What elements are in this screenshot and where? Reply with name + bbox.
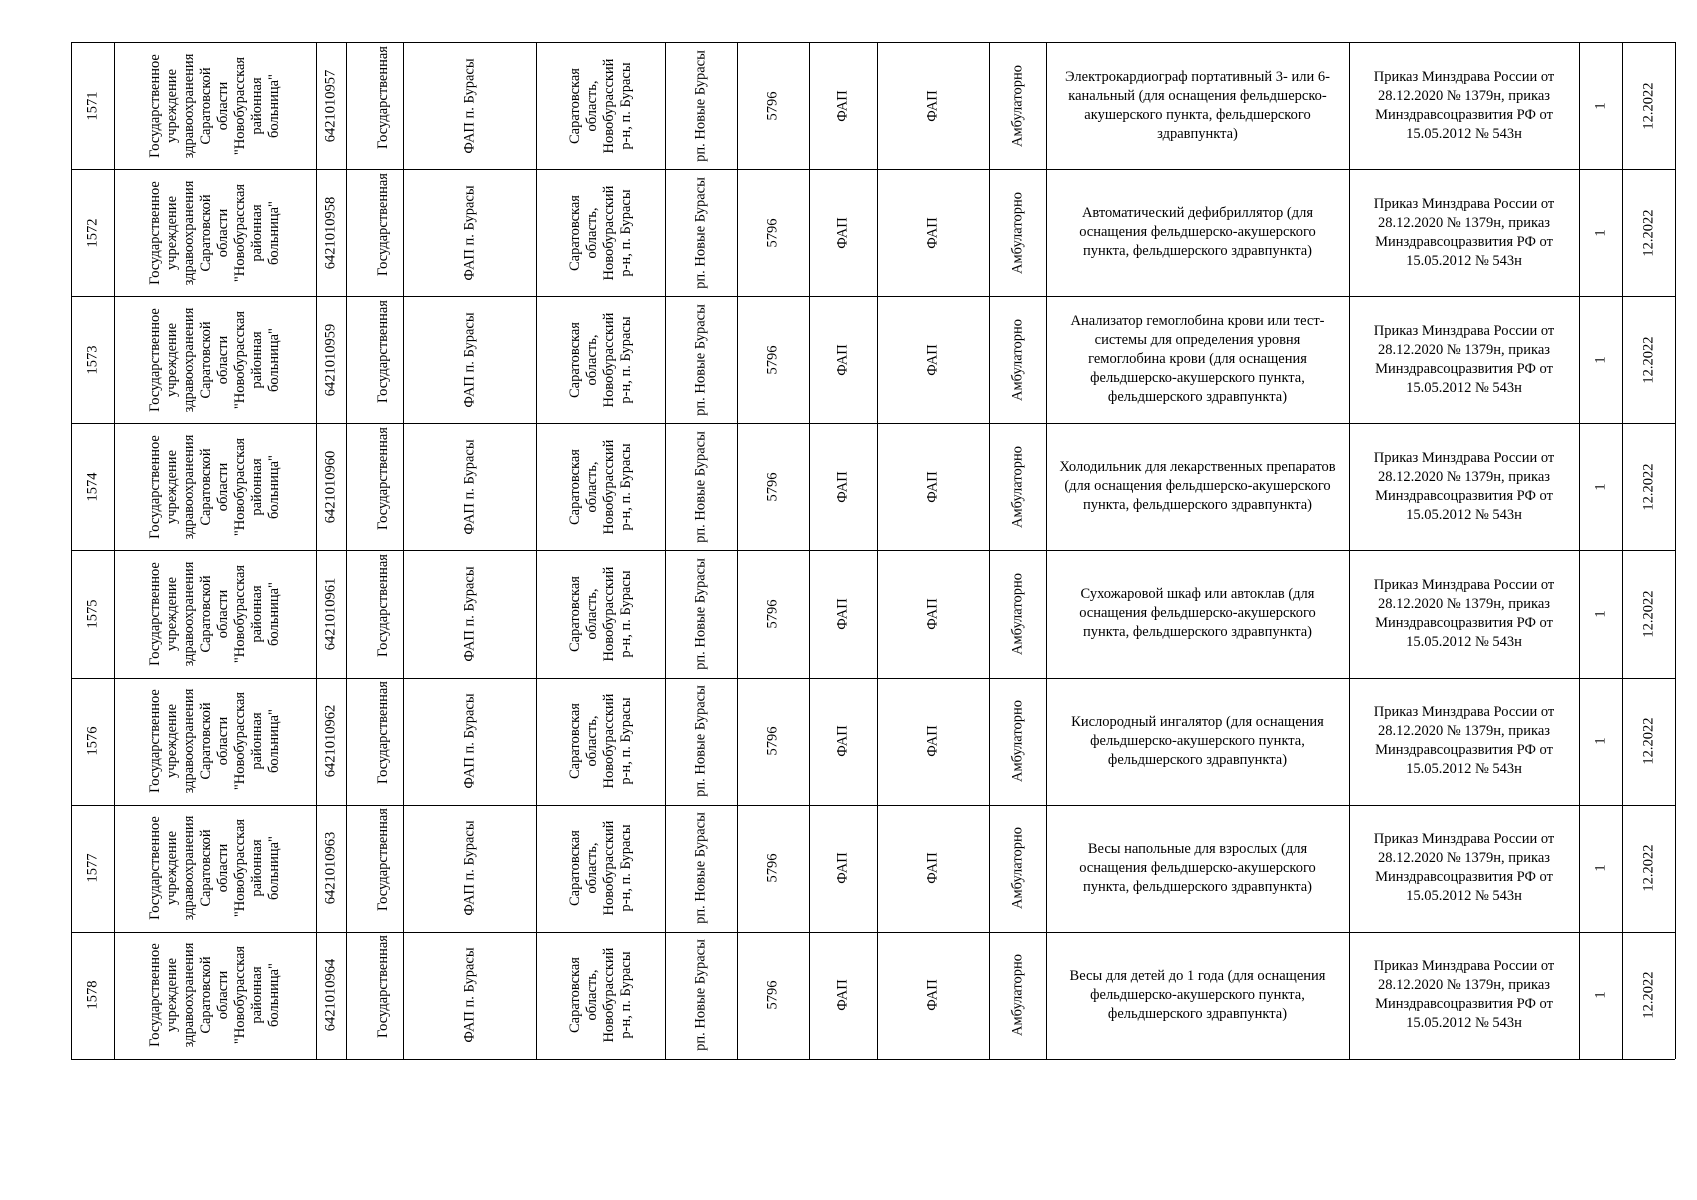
- cell-oktmo: [737, 42, 809, 169]
- cell-unit: [403, 42, 536, 169]
- cell-oktmo: [737, 423, 809, 550]
- inn-text: 6421010958: [322, 196, 339, 269]
- address-text: Саратовская область, Новобурасский р-н, п. Бурасы: [566, 185, 634, 281]
- equipment-text: Электрокардиограф портативный 3- или 6-канальный (для оснащения фельдшерско-акушерского пункта, фельдшерского здравпункта): [1065, 68, 1330, 142]
- ownership-text: Государственная: [374, 681, 391, 785]
- cell-qty: [1579, 678, 1622, 805]
- num-text: 1571: [84, 91, 100, 121]
- district-text: рп. Новые Бурасы: [692, 49, 709, 162]
- cell-qty: [1579, 42, 1622, 169]
- cell-type2: [877, 805, 989, 932]
- inn-text: 6421010964: [322, 958, 339, 1032]
- cell-inn: [316, 423, 346, 550]
- cell-unit: [403, 550, 536, 677]
- address-text: Саратовская область, Новобурасский р-н, п. Бурасы: [566, 566, 634, 662]
- qty-text: 1: [1592, 356, 1608, 364]
- oktmo-text: 5796: [764, 472, 781, 502]
- qty-text: 1: [1592, 483, 1608, 491]
- cell-inn: [316, 932, 346, 1059]
- cell-type2: [877, 550, 989, 677]
- inn-text: 6421010962: [322, 704, 339, 778]
- cell-org: [114, 805, 316, 932]
- type1-text: ФАП: [834, 725, 851, 757]
- cell-ownership: [346, 423, 403, 550]
- cell-oktmo: [737, 805, 809, 932]
- cell-oktmo: [737, 932, 809, 1059]
- cell-date: [1622, 169, 1675, 296]
- cell-type1: [809, 678, 877, 805]
- oktmo-text: 5796: [764, 218, 781, 248]
- district-text: рп. Новые Бурасы: [692, 685, 709, 797]
- date-text: 12.2022: [1640, 463, 1656, 511]
- cell-district: [665, 678, 737, 805]
- cell-care: [989, 296, 1046, 423]
- cell-district: [665, 169, 737, 296]
- cell-org: [114, 678, 316, 805]
- care-text: Амбулаторно: [1009, 572, 1025, 655]
- cell-num: [71, 932, 114, 1059]
- cell-ownership: [346, 550, 403, 677]
- cell-qty: [1579, 550, 1622, 677]
- cell-org: [114, 296, 316, 423]
- oktmo-text: 5796: [764, 853, 781, 883]
- cell-order: [1349, 296, 1579, 423]
- cell-type2: [877, 169, 989, 296]
- district-text: рп. Новые Бурасы: [692, 558, 709, 670]
- cell-org: [114, 550, 316, 677]
- cell-num: [71, 296, 114, 423]
- cell-equipment: [1046, 423, 1349, 550]
- cell-type2: [877, 42, 989, 169]
- order-text: Приказ Минздрава России от 28.12.2020 № 1379н, приказ Минздравсоцразвития РФ от 15.05.2012 № 543н: [1373, 704, 1555, 778]
- date-text: 12.2022: [1640, 81, 1656, 130]
- cell-district: [665, 42, 737, 169]
- type1-text: ФАП: [834, 343, 851, 376]
- type2-text: ФАП: [924, 89, 941, 122]
- cell-unit: [403, 805, 536, 932]
- cell-inn: [316, 678, 346, 805]
- cell-oktmo: [737, 678, 809, 805]
- cell-num: [71, 169, 114, 296]
- type2-text: ФАП: [924, 471, 941, 503]
- cell-care: [989, 550, 1046, 677]
- order-text: Приказ Минздрава России от 28.12.2020 № 1379н, приказ Минздравсоцразвития РФ от 15.05.2012 № 543н: [1373, 958, 1555, 1032]
- type2-text: ФАП: [924, 216, 941, 249]
- cell-address: [536, 932, 665, 1059]
- qty-text: 1: [1592, 991, 1608, 999]
- num-text: 1575: [84, 599, 100, 629]
- ownership-text: Государственная: [374, 172, 391, 276]
- cell-type2: [877, 296, 989, 423]
- cell-order: [1349, 169, 1579, 296]
- address-text: Саратовская область, Новобурасский р-н, п. Бурасы: [566, 439, 634, 535]
- cell-date: [1622, 550, 1675, 677]
- cell-num: [71, 678, 114, 805]
- address-text: Саратовская область, Новобурасский р-н, п. Бурасы: [566, 820, 634, 916]
- cell-oktmo: [737, 296, 809, 423]
- cell-type2: [877, 423, 989, 550]
- address-text: Саратовская область, Новобурасский р-н, п. Бурасы: [566, 693, 634, 789]
- cell-num: [71, 423, 114, 550]
- date-text: 12.2022: [1640, 209, 1656, 257]
- cell-inn: [316, 550, 346, 677]
- ownership-text: Государственная: [374, 553, 391, 657]
- cell-inn: [316, 42, 346, 169]
- cell-address: [536, 550, 665, 677]
- cell-oktmo: [737, 169, 809, 296]
- cell-equipment: [1046, 932, 1349, 1059]
- cell-ownership: [346, 678, 403, 805]
- oktmo-text: 5796: [764, 599, 781, 629]
- type2-text: ФАП: [924, 725, 941, 757]
- cell-equipment: [1046, 805, 1349, 932]
- cell-org: [114, 42, 316, 169]
- cell-order: [1349, 550, 1579, 677]
- cell-date: [1622, 42, 1675, 169]
- qty-text: 1: [1592, 737, 1608, 745]
- type2-text: ФАП: [924, 598, 941, 630]
- type2-text: ФАП: [924, 343, 941, 376]
- num-text: 1578: [84, 980, 100, 1010]
- unit-text: ФАП п. Бурасы: [461, 566, 477, 662]
- address-text: Саратовская область, Новобурасский р-н, п. Бурасы: [566, 312, 634, 408]
- cell-ownership: [346, 42, 403, 169]
- cell-address: [536, 169, 665, 296]
- cell-ownership: [346, 296, 403, 423]
- oktmo-text: 5796: [764, 91, 781, 121]
- care-text: Амбулаторно: [1009, 318, 1025, 401]
- order-text: Приказ Минздрава России от 28.12.2020 № 1379н, приказ Минздравсоцразвития РФ от 15.05.2012 № 543н: [1373, 68, 1555, 142]
- cell-equipment: [1046, 550, 1349, 677]
- order-text: Приказ Минздрава России от 28.12.2020 № 1379н, приказ Минздравсоцразвития РФ от 15.05.2012 № 543н: [1373, 831, 1555, 905]
- ownership-text: Государственная: [374, 45, 391, 149]
- cell-org: [114, 423, 316, 550]
- org-text: Государственное учреждение здравоохранения Саратовской области "Новобурасская районная больница": [147, 180, 282, 286]
- cell-care: [989, 423, 1046, 550]
- cell-qty: [1579, 296, 1622, 423]
- type2-text: ФАП: [924, 979, 941, 1011]
- address-text: Саратовская область, Новобурасский р-н, п. Бурасы: [566, 58, 634, 154]
- cell-order: [1349, 423, 1579, 550]
- cell-district: [665, 296, 737, 423]
- date-text: 12.2022: [1640, 717, 1656, 765]
- order-text: Приказ Минздрава России от 28.12.2020 № 1379н, приказ Минздравсоцразвития РФ от 15.05.2012 № 543н: [1373, 195, 1555, 269]
- date-text: 12.2022: [1640, 971, 1656, 1019]
- type1-text: ФАП: [834, 216, 851, 249]
- address-text: Саратовская область, Новобурасский р-н, п. Бурасы: [566, 947, 634, 1043]
- cell-care: [989, 169, 1046, 296]
- type1-text: ФАП: [834, 471, 851, 503]
- cell-address: [536, 805, 665, 932]
- type2-text: ФАП: [924, 852, 941, 884]
- cell-type1: [809, 550, 877, 677]
- equipment-text: Автоматический дефибриллятор (для оснащения фельдшерско-акушерского пункта, фельдшерского здравпункта): [1079, 205, 1316, 260]
- cell-date: [1622, 678, 1675, 805]
- district-text: рп. Новые Бурасы: [692, 812, 709, 924]
- cell-unit: [403, 423, 536, 550]
- org-text: Государственное учреждение здравоохранения Саратовской области "Новобурасская районная больница": [147, 815, 282, 921]
- cell-district: [665, 423, 737, 550]
- date-text: 12.2022: [1640, 844, 1656, 892]
- org-text: Государственное учреждение здравоохранения Саратовской области "Новобурасская районная больница": [147, 942, 282, 1048]
- cell-type1: [809, 169, 877, 296]
- cell-district: [665, 550, 737, 677]
- inn-text: 6421010960: [322, 450, 339, 524]
- num-text: 1573: [84, 345, 100, 375]
- cell-care: [989, 678, 1046, 805]
- oktmo-text: 5796: [764, 726, 781, 756]
- cell-num: [71, 550, 114, 677]
- care-text: Амбулаторно: [1009, 191, 1025, 274]
- cell-num: [71, 42, 114, 169]
- org-text: Государственное учреждение здравоохранения Саратовской области "Новобурасская районная больница": [147, 53, 282, 158]
- cell-date: [1622, 296, 1675, 423]
- qty-text: 1: [1592, 101, 1608, 110]
- inn-text: 6421010957: [322, 69, 339, 142]
- equipment-text: Холодильник для лекарственных препаратов (для оснащения фельдшерско-акушерского пункта, фельдшерского здравпункта): [1059, 459, 1336, 514]
- care-text: Амбулаторно: [1009, 827, 1025, 910]
- equipment-text: Кислородный ингалятор (для оснащения фельдшерско-акушерского пункта, фельдшерского здравпункта): [1071, 713, 1324, 768]
- cell-order: [1349, 678, 1579, 805]
- oktmo-text: 5796: [764, 980, 781, 1010]
- unit-text: ФАП п. Бурасы: [461, 947, 477, 1043]
- order-text: Приказ Минздрава России от 28.12.2020 № 1379н, приказ Минздравсоцразвития РФ от 15.05.2012 № 543н: [1373, 576, 1555, 650]
- num-text: 1576: [84, 726, 100, 756]
- type1-text: ФАП: [834, 89, 851, 122]
- cell-unit: [403, 169, 536, 296]
- district-text: рп. Новые Бурасы: [692, 430, 709, 543]
- cell-type1: [809, 805, 877, 932]
- cell-type1: [809, 296, 877, 423]
- cell-type1: [809, 932, 877, 1059]
- cell-unit: [403, 932, 536, 1059]
- cell-ownership: [346, 169, 403, 296]
- org-text: Государственное учреждение здравоохранения Саратовской области "Новобурасская районная больница": [147, 688, 282, 794]
- cell-oktmo: [737, 550, 809, 677]
- inn-text: 6421010961: [322, 577, 339, 651]
- equipment-text: Весы напольные для взрослых (для оснащения фельдшерско-акушерского пункта, фельдшерского здравпункта): [1079, 840, 1316, 895]
- care-text: Амбулаторно: [1009, 954, 1025, 1037]
- cell-equipment: [1046, 169, 1349, 296]
- care-text: Амбулаторно: [1009, 700, 1025, 783]
- cell-district: [665, 805, 737, 932]
- district-text: рп. Новые Бурасы: [692, 939, 709, 1052]
- cell-inn: [316, 169, 346, 296]
- inn-text: 6421010959: [322, 323, 339, 396]
- cell-type1: [809, 42, 877, 169]
- qty-text: 1: [1592, 229, 1608, 237]
- org-text: Государственное учреждение здравоохранения Саратовской области "Новобурасская районная больница": [147, 307, 282, 413]
- cell-district: [665, 932, 737, 1059]
- cell-qty: [1579, 423, 1622, 550]
- ownership-text: Государственная: [374, 299, 391, 403]
- cell-care: [989, 42, 1046, 169]
- cell-inn: [316, 296, 346, 423]
- cell-qty: [1579, 805, 1622, 932]
- qty-text: 1: [1592, 610, 1608, 618]
- unit-text: ФАП п. Бурасы: [461, 57, 477, 154]
- cell-order: [1349, 805, 1579, 932]
- cell-inn: [316, 805, 346, 932]
- cell-unit: [403, 678, 536, 805]
- district-text: рп. Новые Бурасы: [692, 303, 709, 416]
- ownership-text: Государственная: [374, 426, 391, 530]
- qty-text: 1: [1592, 864, 1608, 872]
- cell-num: [71, 805, 114, 932]
- column-divider: [1675, 42, 1676, 1059]
- cell-type1: [809, 423, 877, 550]
- cell-type2: [877, 678, 989, 805]
- cell-address: [536, 423, 665, 550]
- org-text: Государственное учреждение здравоохранения Саратовской области "Новобурасская районная больница": [147, 561, 282, 667]
- date-text: 12.2022: [1640, 590, 1656, 638]
- cell-qty: [1579, 932, 1622, 1059]
- care-text: Амбулаторно: [1009, 64, 1025, 147]
- district-text: рп. Новые Бурасы: [692, 176, 709, 289]
- type1-text: ФАП: [834, 979, 851, 1011]
- cell-ownership: [346, 805, 403, 932]
- unit-text: ФАП п. Бурасы: [461, 439, 477, 535]
- cell-order: [1349, 42, 1579, 169]
- cell-order: [1349, 932, 1579, 1059]
- cell-org: [114, 932, 316, 1059]
- equipment-text: Сухожаровой шкаф или автоклав (для оснащения фельдшерско-акушерского пункта, фельдшерского здравпункта): [1079, 586, 1316, 641]
- order-text: Приказ Минздрава России от 28.12.2020 № 1379н, приказ Минздравсоцразвития РФ от 15.05.2012 № 543н: [1373, 322, 1555, 396]
- cell-qty: [1579, 169, 1622, 296]
- unit-text: ФАП п. Бурасы: [461, 312, 477, 408]
- cell-type2: [877, 932, 989, 1059]
- cell-equipment: [1046, 678, 1349, 805]
- cell-equipment: [1046, 296, 1349, 423]
- inn-text: 6421010963: [322, 831, 339, 905]
- cell-equipment: [1046, 42, 1349, 169]
- num-text: 1574: [84, 472, 100, 502]
- cell-org: [114, 169, 316, 296]
- unit-text: ФАП п. Бурасы: [461, 185, 477, 281]
- equipment-table: [71, 42, 1675, 1059]
- equipment-text: Весы для детей до 1 года (для оснащения фельдшерско-акушерского пункта, фельдшерского здравпункта): [1069, 967, 1326, 1022]
- date-text: 12.2022: [1640, 336, 1656, 384]
- num-text: 1577: [84, 853, 100, 883]
- unit-text: ФАП п. Бурасы: [461, 693, 477, 789]
- care-text: Амбулаторно: [1009, 445, 1025, 528]
- row-divider: [71, 1059, 1675, 1060]
- cell-address: [536, 678, 665, 805]
- cell-unit: [403, 296, 536, 423]
- num-text: 1572: [84, 218, 100, 248]
- cell-address: [536, 42, 665, 169]
- cell-address: [536, 296, 665, 423]
- type1-text: ФАП: [834, 852, 851, 884]
- cell-care: [989, 805, 1046, 932]
- cell-date: [1622, 423, 1675, 550]
- cell-ownership: [346, 932, 403, 1059]
- ownership-text: Государственная: [374, 808, 391, 912]
- order-text: Приказ Минздрава России от 28.12.2020 № 1379н, приказ Минздравсоцразвития РФ от 15.05.2012 № 543н: [1373, 449, 1555, 523]
- cell-date: [1622, 932, 1675, 1059]
- org-text: Государственное учреждение здравоохранения Саратовской области "Новобурасская районная больница": [147, 434, 282, 540]
- equipment-text: Анализатор гемоглобина крови или тест-системы для определения уровня гемоглобина крови (для оснащения фельдшерско-акушерского пункта, фельдшерского здравпункта): [1070, 313, 1325, 406]
- ownership-text: Государственная: [374, 935, 391, 1039]
- type1-text: ФАП: [834, 598, 851, 630]
- cell-date: [1622, 805, 1675, 932]
- unit-text: ФАП п. Бурасы: [461, 820, 477, 916]
- cell-care: [989, 932, 1046, 1059]
- oktmo-text: 5796: [764, 345, 781, 375]
